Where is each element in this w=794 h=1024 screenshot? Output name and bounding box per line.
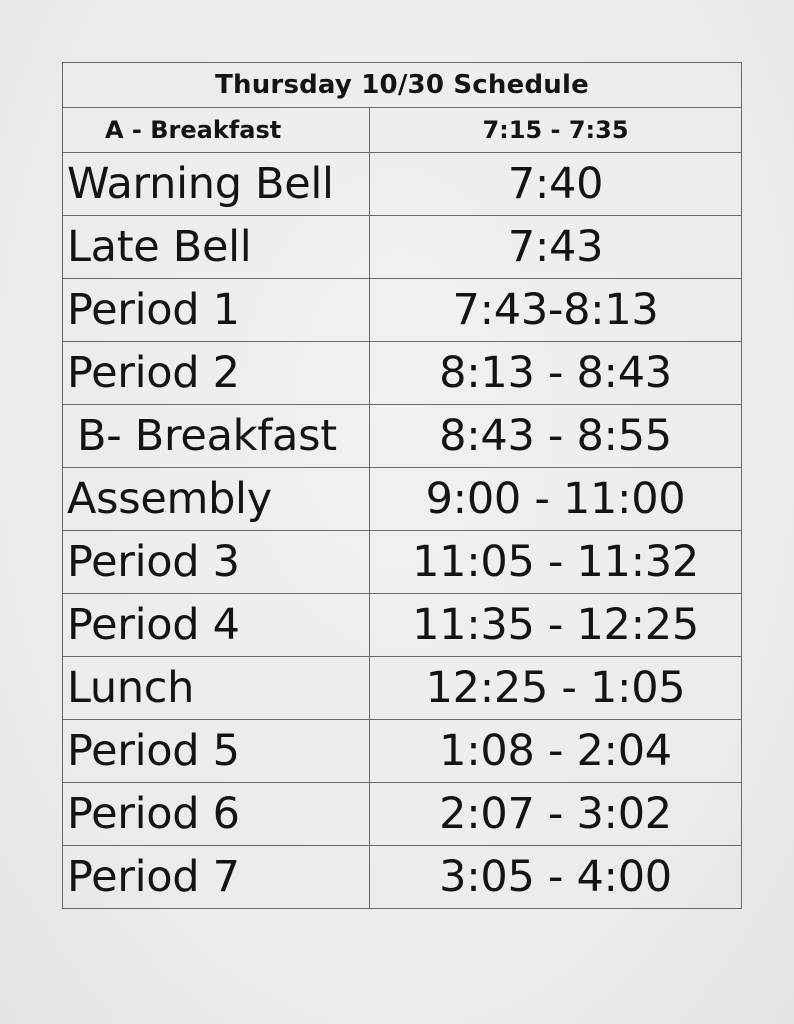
table-row [63, 783, 742, 846]
header-label: A - Breakfast [63, 108, 370, 153]
row-time: 7:43-8:13 [370, 279, 742, 342]
table-row [63, 279, 742, 342]
table-row [63, 594, 742, 657]
row-time: 11:35 - 12:25 [370, 594, 742, 657]
row-time: 7:43 [370, 216, 742, 279]
row-label: Lunch [63, 657, 370, 720]
row-label: Late Bell [63, 216, 370, 279]
row-label: Warning Bell [63, 153, 370, 216]
schedule-table [62, 62, 742, 909]
schedule-title-row [63, 63, 742, 108]
row-time: 1:08 - 2:04 [370, 720, 742, 783]
table-row [63, 468, 742, 531]
row-label: Period 7 [63, 846, 370, 909]
table-row [63, 846, 742, 909]
row-label: Assembly [63, 468, 370, 531]
row-label: Period 3 [63, 531, 370, 594]
row-time: 8:13 - 8:43 [370, 342, 742, 405]
row-label: Period 4 [63, 594, 370, 657]
schedule-header-row [63, 108, 742, 153]
table-row [63, 720, 742, 783]
table-row [63, 216, 742, 279]
row-time: 2:07 - 3:02 [370, 783, 742, 846]
row-label: Period 2 [63, 342, 370, 405]
row-label: Period 5 [63, 720, 370, 783]
row-label: Period 1 [63, 279, 370, 342]
table-row [63, 342, 742, 405]
row-time: 3:05 - 4:00 [370, 846, 742, 909]
row-time: 12:25 - 1:05 [370, 657, 742, 720]
table-row [63, 153, 742, 216]
row-label: Period 6 [63, 783, 370, 846]
row-time: 11:05 - 11:32 [370, 531, 742, 594]
schedule-title: Thursday 10/30 Schedule [63, 63, 742, 108]
row-time: 9:00 - 11:00 [370, 468, 742, 531]
table-row [63, 405, 742, 468]
row-time: 8:43 - 8:55 [370, 405, 742, 468]
row-time: 7:40 [370, 153, 742, 216]
table-row [63, 657, 742, 720]
header-time: 7:15 - 7:35 [370, 108, 742, 153]
table-row [63, 531, 742, 594]
row-label: B- Breakfast [63, 405, 370, 468]
